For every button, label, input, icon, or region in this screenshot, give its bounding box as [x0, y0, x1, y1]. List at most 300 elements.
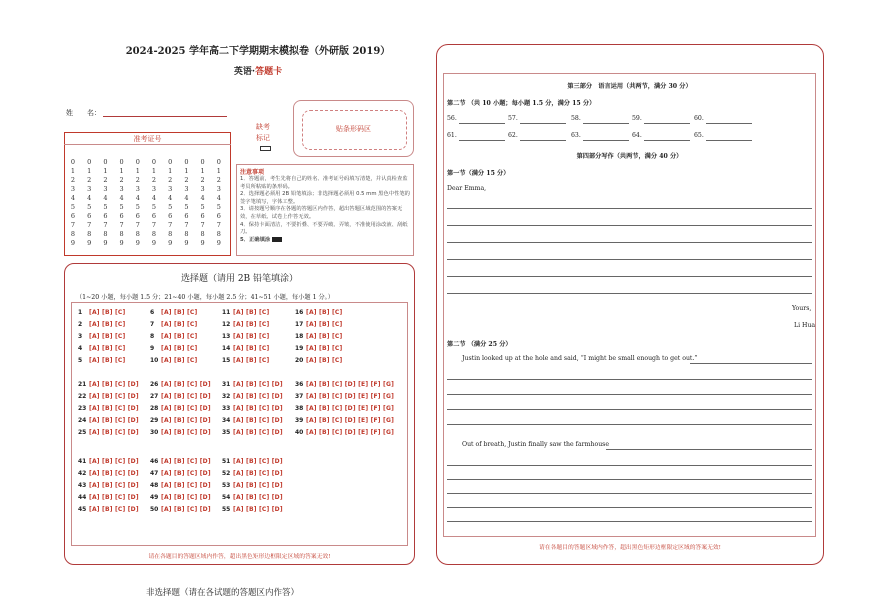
choice-question-row [222, 506, 283, 513]
choice-question-row [78, 405, 139, 412]
answer-bubbles[interactable]: [A] [B] [C] [D] [89, 429, 139, 436]
ticket-digit-bubble[interactable]: 9 [168, 239, 173, 247]
answer-bubbles[interactable]: [A] [B] [C] [D] [E] [F] [G] [306, 417, 395, 424]
writing-line[interactable] [447, 225, 812, 226]
question-number: 39 [295, 417, 304, 424]
ticket-digit-bubble[interactable]: 6 [87, 212, 92, 220]
choice-question-row [295, 381, 394, 388]
answer-bubbles[interactable]: [A] [B] [C] [306, 309, 343, 316]
notes-title: 注意事项 [240, 169, 265, 176]
ticket-digit-bubble[interactable]: 5 [151, 203, 157, 211]
question-number: 55 [222, 506, 231, 513]
answer-bubbles[interactable]: [A] [B] [C] [161, 309, 198, 316]
choice-question-row [222, 393, 283, 400]
ticket-digit-bubble[interactable]: 3 [70, 185, 76, 193]
choice-question-row [295, 345, 342, 352]
ticket-digit-bubble[interactable]: 3 [216, 185, 221, 193]
question-number: 30 [150, 429, 159, 436]
writing-line[interactable] [447, 242, 812, 243]
question-number: 52 [222, 470, 231, 477]
blank-number: 57. [508, 115, 518, 122]
choice-question-row [78, 333, 125, 340]
choice-question-row [295, 429, 394, 436]
subject-label: 英语 [233, 67, 252, 77]
blank-answer-line[interactable] [459, 123, 505, 124]
ticket-digit-bubble[interactable]: 0 [200, 158, 205, 166]
blank-number: 56. [447, 115, 457, 122]
answer-bubbles[interactable]: [A] [B] [C] [D] [89, 381, 139, 388]
choice-question-row [150, 417, 211, 424]
page-title: 2024-2025 学年高二下学期期末模拟卷（外研版 2019） [125, 46, 391, 57]
blank-answer-line[interactable] [520, 123, 566, 124]
answer-bubbles[interactable]: [A] [B] [C] [306, 321, 343, 328]
ticket-digit-bubble[interactable]: 1 [168, 167, 173, 175]
question-number: 18 [295, 333, 304, 340]
choice-question-row [295, 417, 394, 424]
writing-line[interactable] [447, 208, 812, 209]
ticket-digit-bubble[interactable]: 8 [103, 230, 108, 238]
choice-question-row [78, 494, 139, 501]
question-number: 13 [222, 333, 231, 340]
choice-question-row [150, 458, 211, 465]
blank-answer-line[interactable] [706, 123, 752, 124]
choice-title: 选择题（请用 2B 铅笔填涂） [180, 274, 299, 284]
choice-question-row [78, 381, 139, 388]
blank-number: 62. [508, 132, 518, 139]
question-number: 12 [222, 321, 231, 328]
choice-question-row [222, 417, 283, 424]
choice-question-row [78, 357, 125, 364]
writing-line[interactable] [447, 276, 812, 277]
ticket-digit-bubble[interactable]: 2 [151, 176, 157, 184]
ticket-digit-bubble[interactable]: 7 [168, 221, 173, 229]
answer-bubbles[interactable]: [A] [B] [C] [161, 321, 198, 328]
ticket-digit-bubble[interactable]: 3 [184, 185, 189, 193]
ticket-digit-bubble[interactable]: 6 [103, 212, 108, 220]
choice-question-row [150, 309, 197, 316]
ticket-digit-bubble[interactable]: 7 [103, 221, 108, 229]
answer-bubbles[interactable]: [A] [B] [C] [89, 345, 126, 352]
ticket-digit-bubble[interactable]: 3 [135, 185, 140, 193]
writing-line[interactable] [447, 424, 812, 425]
answer-bubbles[interactable]: [A] [B] [C] [233, 357, 270, 364]
answer-bubbles[interactable]: [A] [B] [C] [D] [161, 429, 211, 436]
question-number: 1 [78, 309, 83, 316]
ticket-digit-bubble[interactable]: 9 [70, 239, 76, 247]
answer-bubbles[interactable]: [A] [B] [C] [D] [89, 482, 139, 489]
answer-bubbles[interactable]: [A] [B] [C] [D] [233, 417, 283, 424]
note-item: 2．选择题必须用 2B 铅笔填涂；非选择题必须用 0.5 mm 黑色中性笔的签字笔填写，字体工整。 [240, 191, 410, 205]
blank-answer-line[interactable] [583, 123, 629, 124]
ticket-digit-column [134, 158, 142, 248]
ticket-digit-bubble[interactable]: 7 [200, 221, 205, 229]
answer-bubbles[interactable]: [A] [B] [C] [306, 345, 343, 352]
right-warning: 请在各题目的答题区域内作答，超出黑色矩形边框限定区域的答案无效! [538, 545, 722, 551]
answer-bubbles[interactable]: [A] [B] [C] [D] [89, 417, 139, 424]
continuation-prompt-2: Out of breath, Justin finally saw the farmhouse [462, 441, 610, 448]
choice-question-row [150, 470, 211, 477]
ticket-digit-column [199, 158, 207, 248]
choice-question-row [150, 345, 197, 352]
ticket-digit-bubble[interactable]: 0 [151, 158, 157, 166]
ticket-digit-bubble[interactable]: 5 [216, 203, 221, 211]
continuation-prompt-1: Justin looked up at the hole and said, “I might be small enough to get out.” [462, 355, 698, 362]
answer-bubbles[interactable]: [A] [B] [C] [89, 321, 126, 328]
ticket-digit-bubble[interactable]: 7 [70, 221, 76, 229]
ticket-digit-bubble[interactable]: 2 [119, 176, 124, 184]
answer-bubbles[interactable]: [A] [B] [C] [161, 357, 198, 364]
answer-bubbles[interactable]: [A] [B] [C] [D] [161, 393, 211, 400]
answer-bubbles[interactable]: [A] [B] [C] [D] [233, 482, 283, 489]
ticket-digit-bubble[interactable]: 4 [119, 194, 124, 202]
ticket-digit-bubble[interactable]: 9 [151, 239, 157, 247]
ticket-digit-bubble[interactable]: 2 [103, 176, 108, 184]
ticket-digit-bubble[interactable]: 1 [119, 167, 124, 175]
choice-question-row [78, 470, 139, 477]
writing-line[interactable] [447, 521, 812, 522]
question-number: 40 [295, 429, 304, 436]
ticket-digit-bubble[interactable]: 9 [184, 239, 189, 247]
ticket-digit-bubble[interactable]: 4 [135, 194, 140, 202]
choice-question-row [222, 321, 269, 328]
ticket-digit-bubble[interactable]: 9 [103, 239, 108, 247]
answer-bubbles[interactable]: [A] [B] [C] [D] [161, 417, 211, 424]
choice-question-row [150, 333, 197, 340]
choice-question-row [150, 506, 211, 513]
notes-list [240, 176, 411, 244]
question-number: 34 [222, 417, 231, 424]
name-label: 姓 名： [66, 109, 101, 117]
choice-question-row [78, 309, 125, 316]
answer-bubbles[interactable]: [A] [B] [C] [D] [E] [F] [G] [306, 429, 395, 436]
answer-bubbles[interactable]: [A] [B] [C] [89, 333, 126, 340]
closing-yours: Yours, [792, 305, 812, 312]
answer-bubbles[interactable]: [A] [B] [C] [D] [233, 405, 283, 412]
ticket-digit-bubble[interactable]: 1 [103, 167, 108, 175]
question-number: 27 [150, 393, 159, 400]
question-number: 20 [295, 357, 304, 364]
choice-question-row [78, 458, 139, 465]
blank-answer-line[interactable] [583, 140, 629, 141]
choice-question-row [78, 393, 139, 400]
ticket-digit-bubble[interactable]: 8 [184, 230, 189, 238]
ticket-digit-bubble[interactable]: 4 [216, 194, 221, 202]
choice-question-row [78, 506, 139, 513]
ticket-digit-bubble[interactable]: 4 [200, 194, 205, 202]
blank-number: 64. [632, 132, 642, 139]
answer-bubbles[interactable]: [A] [B] [C] [D] [233, 458, 283, 465]
question-number: 11 [222, 309, 231, 316]
question-number: 7 [150, 321, 155, 328]
ticket-digit-bubble[interactable]: 0 [119, 158, 124, 166]
ticket-digit-bubble[interactable]: 0 [87, 158, 92, 166]
absent-label-1: 缺考 [256, 123, 270, 131]
answer-bubbles[interactable]: [A] [B] [C] [D] [161, 494, 211, 501]
ticket-digit-bubble[interactable]: 8 [200, 230, 205, 238]
answer-bubbles[interactable]: [A] [B] [C] [D] [89, 393, 139, 400]
ticket-digit-bubble[interactable]: 6 [135, 212, 140, 220]
ticket-digit-bubble[interactable]: 6 [184, 212, 189, 220]
choice-question-row [78, 482, 139, 489]
ticket-digit-bubble[interactable]: 2 [200, 176, 205, 184]
ticket-digit-bubble[interactable]: 0 [135, 158, 140, 166]
question-number: 37 [295, 393, 304, 400]
ticket-digit-bubble[interactable]: 3 [119, 185, 124, 193]
ticket-digit-bubble[interactable]: 5 [119, 203, 124, 211]
answer-bubbles[interactable]: [A] [B] [C] [D] [161, 506, 211, 513]
ticket-digit-bubble[interactable]: 8 [216, 230, 221, 238]
answer-bubbles[interactable]: [A] [B] [C] [233, 321, 270, 328]
name-field[interactable] [103, 116, 227, 117]
question-number: 53 [222, 482, 231, 489]
ticket-digit-bubble[interactable]: 8 [135, 230, 140, 238]
answer-bubbles[interactable]: [A] [B] [C] [D] [89, 470, 139, 477]
ticket-digit-bubble[interactable]: 9 [216, 239, 221, 247]
choice-question-row [78, 321, 125, 328]
question-number: 29 [150, 417, 159, 424]
prompt1-line[interactable] [690, 363, 812, 364]
answer-bubbles[interactable]: [A] [B] [C] [233, 345, 270, 352]
ticket-digit-bubble[interactable]: 9 [200, 239, 205, 247]
question-number: 19 [295, 345, 304, 352]
question-number: 24 [78, 417, 87, 424]
ticket-digit-column [118, 158, 126, 248]
ticket-digit-bubble[interactable]: 1 [151, 167, 157, 175]
blank-number: 59. [632, 115, 642, 122]
writing-line[interactable] [447, 293, 812, 294]
ticket-digit-bubble[interactable]: 6 [151, 212, 157, 220]
closing-name: Li Hua [794, 322, 816, 329]
ticket-digit-bubble[interactable]: 0 [103, 158, 108, 166]
ticket-digit-bubble[interactable]: 4 [168, 194, 173, 202]
answer-bubbles[interactable]: [A] [B] [C] [D] [161, 381, 211, 388]
ticket-digit-bubble[interactable]: 5 [200, 203, 205, 211]
choice-question-row [222, 458, 283, 465]
answer-bubbles[interactable]: [A] [B] [C] [D] [E] [F] [G] [306, 381, 395, 388]
answer-bubbles[interactable]: [A] [B] [C] [306, 357, 343, 364]
blank-answer-line[interactable] [459, 140, 505, 141]
question-number: 46 [150, 458, 159, 465]
answer-bubbles[interactable]: [A] [B] [C] [89, 309, 126, 316]
question-number: 50 [150, 506, 159, 513]
choice-question-row [222, 357, 269, 364]
writing-line[interactable] [447, 493, 812, 494]
ticket-digit-bubble[interactable]: 2 [216, 176, 221, 184]
question-number: 35 [222, 429, 231, 436]
ticket-digit-bubble[interactable]: 3 [200, 185, 205, 193]
ticket-digit-bubble[interactable]: 6 [70, 212, 76, 220]
ticket-digit-bubble[interactable]: 5 [103, 203, 108, 211]
ticket-digit-column [101, 158, 109, 248]
ticket-digit-bubble[interactable]: 9 [135, 239, 140, 247]
ticket-digit-bubble[interactable]: 9 [87, 239, 92, 247]
question-number: 2 [78, 321, 83, 328]
ticket-digit-bubble[interactable]: 6 [216, 212, 221, 220]
ticket-digit-column [215, 158, 223, 248]
question-number: 51 [222, 458, 231, 465]
question-number: 26 [150, 381, 159, 388]
question-number: 47 [150, 470, 159, 477]
answer-bubbles[interactable]: [A] [B] [C] [D] [233, 429, 283, 436]
ticket-digit-bubble[interactable]: 5 [168, 203, 173, 211]
ticket-digit-bubble[interactable]: 2 [70, 176, 76, 184]
blank-answer-line[interactable] [520, 140, 566, 141]
writing-line[interactable] [447, 259, 812, 260]
writing-line[interactable] [447, 465, 812, 466]
answer-bubbles[interactable]: [A] [B] [C] [89, 357, 126, 364]
answer-bubbles[interactable]: [A] [B] [C] [D] [89, 494, 139, 501]
question-number: 10 [150, 357, 159, 364]
choice-question-row [295, 405, 394, 412]
answer-bubbles[interactable]: [A] [B] [C] [D] [161, 470, 211, 477]
barcode-label: 贴条形码区 [336, 125, 371, 133]
answer-bubbles[interactable]: [A] [B] [C] [D] [233, 393, 283, 400]
answer-bubbles[interactable]: [A] [B] [C] [D] [89, 458, 139, 465]
ticket-digit-bubble[interactable]: 8 [87, 230, 92, 238]
ticket-digit-bubble[interactable]: 5 [70, 203, 76, 211]
ticket-digit-bubble[interactable]: 7 [87, 221, 92, 229]
ticket-digit-bubble[interactable]: 4 [184, 194, 189, 202]
note-item: 3．请按题号顺序在各题的答题区内作答，超出答题区域范围的答案无效，在草纸、试卷上作答无效。 [240, 206, 403, 220]
blank-answer-line[interactable] [706, 140, 752, 141]
ticket-digit-bubble[interactable]: 8 [168, 230, 173, 238]
answer-bubbles[interactable]: [A] [B] [C] [D] [233, 381, 283, 388]
question-number: 41 [78, 458, 87, 465]
answer-bubbles[interactable]: [A] [B] [C] [D] [89, 506, 139, 513]
question-number: 45 [78, 506, 87, 513]
absent-mark-box[interactable] [260, 146, 271, 151]
choice-question-row [150, 429, 211, 436]
question-number: 31 [222, 381, 231, 388]
ticket-digit-bubble[interactable]: 3 [151, 185, 157, 193]
ticket-digit-bubble[interactable]: 7 [184, 221, 189, 229]
choice-question-row [150, 321, 197, 328]
ticket-digit-bubble[interactable]: 4 [103, 194, 108, 202]
question-number: 9 [150, 345, 155, 352]
ticket-digit-bubble[interactable]: 0 [70, 158, 76, 166]
ticket-digit-bubble[interactable]: 3 [103, 185, 108, 193]
writing-line[interactable] [447, 507, 812, 508]
ticket-digit-bubble[interactable]: 9 [119, 239, 124, 247]
card-label: 答题卡 [255, 67, 283, 77]
answer-bubbles[interactable]: [A] [B] [C] [D] [E] [F] [G] [306, 393, 395, 400]
answer-bubbles[interactable]: [A] [B] [C] [161, 333, 198, 340]
answer-bubbles[interactable]: [A] [B] [C] [D] [233, 470, 283, 477]
answer-bubbles[interactable]: [A] [B] [C] [D] [E] [F] [G] [306, 405, 395, 412]
choice-question-row [295, 333, 342, 340]
ticket-digit-bubble[interactable]: 7 [216, 221, 221, 229]
ticket-digit-bubble[interactable]: 0 [184, 158, 189, 166]
blank-number: 60. [694, 115, 704, 122]
choice-question-row [222, 482, 283, 489]
ticket-digit-bubble[interactable]: 4 [70, 194, 76, 202]
ticket-digit-bubble[interactable]: 5 [87, 203, 92, 211]
answer-bubbles[interactable]: [A] [B] [C] [D] [161, 458, 211, 465]
ticket-digit-bubble[interactable]: 2 [168, 176, 173, 184]
subtitle [108, 64, 408, 77]
question-number: 36 [295, 381, 304, 388]
answer-bubbles[interactable]: [A] [B] [C] [D] [161, 482, 211, 489]
ticket-digit-bubble[interactable]: 5 [135, 203, 140, 211]
ticket-digit-bubble[interactable]: 4 [87, 194, 92, 202]
sec2-fill-title: 第二节 （共 10 小题；每小题 1.5 分，满分 15 分） [447, 100, 596, 107]
ticket-digit-bubble[interactable]: 2 [135, 176, 140, 184]
writing-line[interactable] [447, 379, 812, 380]
ticket-digit-bubble[interactable]: 6 [119, 212, 124, 220]
ticket-digit-column [69, 158, 77, 248]
ticket-digit-bubble[interactable]: 3 [87, 185, 92, 193]
question-number: 49 [150, 494, 159, 501]
question-number: 32 [222, 393, 231, 400]
choice-question-row [150, 381, 211, 388]
answer-bubbles[interactable]: [A] [B] [C] [306, 333, 343, 340]
absent-label-2: 标记 [256, 134, 270, 142]
writing-line[interactable] [447, 479, 812, 480]
writing-line[interactable] [447, 409, 812, 410]
question-number: 44 [78, 494, 87, 501]
answer-bubbles[interactable]: [A] [B] [C] [D] [89, 405, 139, 412]
ticket-digit-bubble[interactable]: 1 [200, 167, 205, 175]
question-number: 38 [295, 405, 304, 412]
answer-bubbles[interactable]: [A] [B] [C] [D] [233, 506, 283, 513]
ticket-digit-bubble[interactable]: 7 [151, 221, 157, 229]
answer-bubbles[interactable]: [A] [B] [C] [D] [161, 405, 211, 412]
ticket-digit-bubble[interactable]: 5 [184, 203, 189, 211]
ticket-digit-bubble[interactable]: 6 [200, 212, 205, 220]
note-item: 4．保持卡面清洁，不要折叠、不要弄破、弄皱，不准使用涂改液、刮纸刀。 [240, 221, 408, 236]
choice-question-row [295, 393, 394, 400]
answer-bubbles[interactable]: [A] [B] [C] [233, 309, 270, 316]
ticket-digit-bubble[interactable]: 8 [70, 230, 76, 238]
answer-bubbles[interactable]: [A] [B] [C] [161, 345, 198, 352]
ticket-digit-bubble[interactable]: 2 [184, 176, 189, 184]
writing-line[interactable] [447, 394, 812, 395]
question-number: 21 [78, 381, 87, 388]
choice-question-row [222, 405, 283, 412]
ticket-digit-bubble[interactable]: 1 [184, 167, 189, 175]
ticket-digit-bubble[interactable]: 1 [70, 167, 76, 175]
ticket-digit-bubble[interactable]: 2 [87, 176, 92, 184]
ticket-digit-bubble[interactable]: 1 [216, 167, 221, 175]
ticket-digit-bubble[interactable]: 8 [151, 230, 157, 238]
answer-bubbles[interactable]: [A] [B] [C] [233, 333, 270, 340]
ticket-digit-bubble[interactable]: 0 [168, 158, 173, 166]
ticket-digit-bubble[interactable]: 6 [168, 212, 173, 220]
blank-number: 65. [694, 132, 704, 139]
choice-question-row [222, 309, 269, 316]
prompt2-line[interactable] [606, 449, 812, 450]
choice-question-row [222, 494, 283, 501]
ticket-digit-column [85, 158, 93, 248]
blank-answer-line[interactable] [644, 123, 690, 124]
question-number: 42 [78, 470, 87, 477]
ticket-digit-bubble[interactable]: 7 [119, 221, 124, 229]
choice-question-row [150, 482, 211, 489]
answer-bubbles[interactable]: [A] [B] [C] [D] [233, 494, 283, 501]
ticket-digit-bubble[interactable]: 4 [151, 194, 157, 202]
question-number: 14 [222, 345, 231, 352]
ticket-digit-bubble[interactable]: 7 [135, 221, 140, 229]
ticket-digit-bubble[interactable]: 1 [87, 167, 92, 175]
question-number: 33 [222, 405, 231, 412]
blank-answer-line[interactable] [644, 140, 690, 141]
question-number: 5 [78, 357, 83, 364]
ticket-digit-bubble[interactable]: 0 [216, 158, 221, 166]
ticket-digit-bubble[interactable]: 1 [135, 167, 140, 175]
salutation: Dear Emma, [447, 185, 487, 192]
ticket-digit-bubble[interactable]: 3 [168, 185, 173, 193]
ticket-digit-bubble[interactable]: 8 [119, 230, 124, 238]
